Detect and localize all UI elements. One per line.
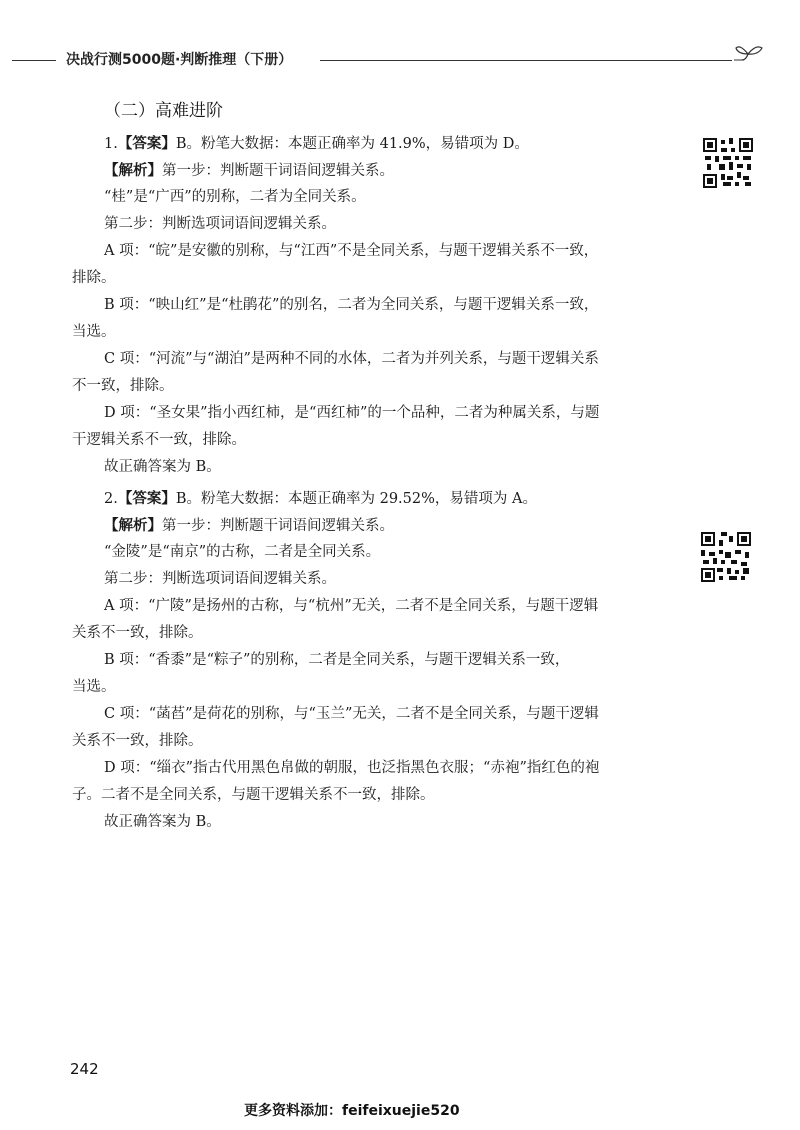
q1-analysis-line <box>72 157 668 184</box>
answer-explanations <box>72 130 668 836</box>
q1-option-b-cont: 当选。 <box>72 324 116 340</box>
q2-analysis-line <box>72 512 668 539</box>
section-title: （二）高难进阶 <box>104 101 223 121</box>
q2-step2: 第二步：判断选项词语间逻辑关系。 <box>104 571 336 587</box>
header-title: 决战行测5000题·判断推理（下册） <box>66 52 293 68</box>
page-number: 242 <box>70 1060 99 1078</box>
q2-option-a-cont: 关系不一致，排除。 <box>72 625 203 641</box>
q1-conclusion: 故正确答案为 B。 <box>104 459 221 475</box>
q1-option-c: C 项：“河流”与“湖泊”是两种不同的水体，二者为并列关系，与题干逻辑关系 <box>104 351 599 367</box>
q2-option-a: A 项：“广陵”是扬州的古称，与“杭州”无关，二者不是全同关系，与题干逻辑 <box>104 598 599 614</box>
q2-option-c: C 项：“菡萏”是荷花的别称，与“玉兰”无关，二者不是全同关系，与题干逻辑 <box>104 706 599 722</box>
qr-code-image <box>701 532 751 582</box>
analysis-tag: 【解析】 <box>104 517 162 534</box>
q1-option-d-cont: 干逻辑关系不一致，排除。 <box>72 432 246 448</box>
qr-code-image <box>703 138 753 188</box>
q2-option-b-cont: 当选。 <box>72 679 116 695</box>
q2-option-b: B 项：“香黍”是“粽子”的别称，二者是全同关系，与题干逻辑关系一致， <box>104 652 570 668</box>
q1-option-a: A 项：“皖”是安徽的别称，与“江西”不是全同关系，与题干逻辑关系不一致， <box>104 243 599 259</box>
footer-note: 更多资料添加：feifeixuejie520 <box>244 1103 460 1119</box>
header-rule-right <box>320 60 732 61</box>
q2-stem: “金陵”是“南京”的古称，二者是全同关系。 <box>104 544 381 560</box>
q2-option-d-cont: 子。二者不是全同关系，与题干逻辑关系不一致，排除。 <box>72 787 435 803</box>
q1-option-b: B 项：“映山红”是“杜鹃花”的别名，二者为全同关系，与题干逻辑关系一致， <box>104 297 599 313</box>
q1-answer-text: B。粉笔大数据：本题正确率为 41.9%，易错项为 D。 <box>175 136 529 152</box>
q1-option-d: D 项：“圣女果”指小西红柿，是“西红柿”的一个品种，二者为种属关系，与题 <box>104 405 600 421</box>
q1-number: 1. <box>104 136 118 152</box>
q2-answer-text: B。粉笔大数据：本题正确率为 29.52%，易错项为 A。 <box>175 491 537 507</box>
answer-tag: 【答案】 <box>117 135 176 152</box>
sprout-icon <box>730 40 766 68</box>
q2-number: 2. <box>104 491 118 507</box>
analysis-tag: 【解析】 <box>104 162 162 179</box>
q2-option-d: D 项：“缁衣”指古代用黑色帛做的朝服，也泛指黑色衣服；“赤袍”指红色的袍 <box>104 760 600 776</box>
q2-conclusion: 故正确答案为 B。 <box>104 814 221 830</box>
q2-answer-line <box>72 485 668 512</box>
q1-analysis-text: 第一步：判断题干词语间逻辑关系。 <box>162 163 394 179</box>
q2-analysis-text: 第一步：判断题干词语间逻辑关系。 <box>162 518 394 534</box>
header-rule-left <box>12 60 56 61</box>
running-header <box>0 40 800 76</box>
q1-answer-line <box>72 130 668 157</box>
q1-step2: 第二步：判断选项词语间逻辑关系。 <box>104 216 336 232</box>
q1-stem: “桂”是“广西”的别称，二者为全同关系。 <box>104 189 366 205</box>
q2-option-c-cont: 关系不一致，排除。 <box>72 733 203 749</box>
q1-option-a-cont: 排除。 <box>72 270 116 286</box>
q1-option-c-cont: 不一致，排除。 <box>72 378 174 394</box>
answer-tag: 【答案】 <box>117 490 176 507</box>
